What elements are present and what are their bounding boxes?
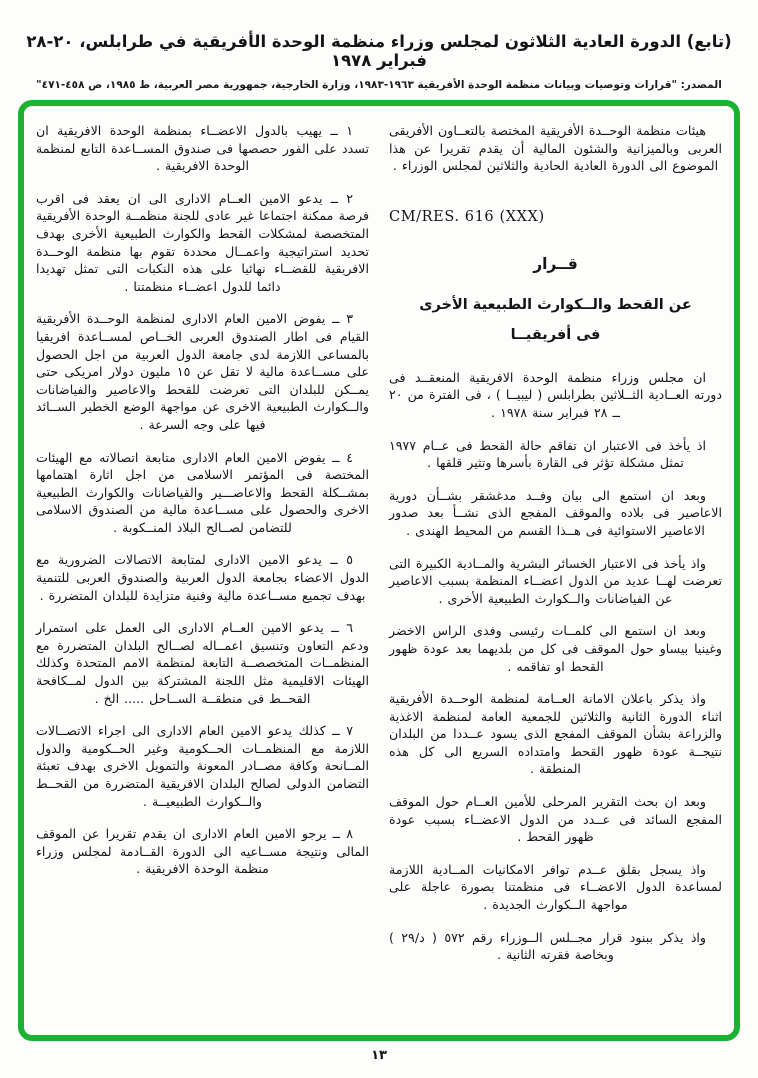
two-column-layout: [36, 122, 722, 1025]
preamble-paragraph: ان مجلس وزراء منظمة الوحدة الافريقية المنعقــد فى دورته العــادية الثــلاثين بطرابلس ( ليبيــا ) ، فى الفترة من ٢٠ ــ ٢٨ فبراير سنة ١٩٧٨ .: [389, 369, 722, 420]
resolution-green-box: [18, 100, 740, 1041]
preamble-paragraph: اذ يأخذ فى الاعتبار ان تفاقم حالة القحط فى عــام ١٩٧٧ تمثل مشكلة تؤثر فى القارة بأسرها وتثير قلقها .: [389, 437, 706, 471]
preamble-paragraph: واذ يذكر باعلان الامانة العــامة لمنظمة الوحــدة الأفريقية اثناء الدورة الثانية والثلاثين للجمعية العامة لمنظمة الاغذية والزراعة بشأن الموقف المفجع الذى يسود عــددا من البلدان نتيجــة عودة ظهور القحط وامتداده السريع الى كل هذه المنطقة .: [389, 691, 722, 777]
preamble-paragraph: واذ يأخذ فى الاعتبار الخسائر البشرية والمــادية الكبيرة التى تعرضت لهــا عديد من الدول اعضــاء المنظمة بسبب الاعاصير عن الفياضانات والــكوارث الطبيعية الأخرى .: [389, 555, 722, 606]
resolution-subtitle-region: فى أفريقيــا: [510, 326, 601, 343]
operative-item: ٥ ــ يدعو الامين الادارى لمتابعة الاتصالات الضرورية مع الدول الاعضاء بجامعة الدول العربية والصندوق العربى للتنمية بهدف تجميع مســاعدة مالية وفنية متزايدة للبلدان المتضررة .: [36, 552, 369, 603]
preamble-paragraph: واذ يسجل بقلق عــدم توافر الامكانيات المــادية اللازمة لمساعدة الدول الاعضــاء فى منظمتنا بصورة عاجلة على مواجهة الــكوارث الجديدة .: [389, 861, 722, 913]
page-number: ١٣: [371, 1048, 387, 1063]
operative-item: ٦ ــ يدعو الامين العــام الادارى الى العمل على استمرار ودعم التعاون وتنسيق اعمــاله لصــالح البلدان المتضررة مع المنظمــات المتخصصــة التابعة لمنظمة الامم المتحدة وكذلك الهيئات الاقليمية مثل اللجنة المشتركة بين الدول لمــكافحة القحــط فى منطقــة الســاحل ..... الخ .: [36, 620, 369, 706]
operative-item: ٧ ــ كذلك يدعو الامين العام الادارى الى اجراء الاتصــالات اللازمة مع المنظمــات الحــكومية وغير الحــكومية والدول المــانحة وكافة مصــادر المعونة والتمويل الاخرى بهدف تعبئة التضامن الدولى لصالح البلدان الافريقية المتضررة من القحــط والــكوارث الطبيعيــة .: [36, 723, 369, 809]
preamble-paragraph: وبعد ان استمع الى بيان وفــد مدغشقر بشــأن دورية الاعاصير فى بلاده والموقف المفجع الذى نشــأ بعد صدور الاعاصير الاستوائية فى هــذا القسم من المحيط الهندى .: [389, 487, 722, 538]
session-title: (تابع) الدورة العادية الثلاثون لمجلس وزراء منظمة الوحدة الأفريقية في طرابلس، ٢٠-٢٨ فبراير ١٩٧٨: [26, 32, 732, 70]
operative-item: ٨ ــ يرجو الامين العام الادارى ان يقدم تقريرا عن الموقف المالى ونتيجة مســاعيه الى الدورة القــادمة لمجلس وزراء منظمة الوحدة الافريقية .: [36, 826, 369, 877]
document-header: [0, 0, 758, 91]
preamble-paragraph: وبعد ان بحث التقرير المرحلى للأمين العــام حول الموقف المفجع السائد فى عــدد من الدول الاعضــاء بسبب عودة ظهور القحط .: [389, 794, 722, 845]
source-citation: المصدر: "قرارات وتوصيات وبيانات منظمة الوحدة الأفريقية ١٩٦٣-١٩٨٣، وزارة الخارجية، جمهورية مصر العربية، ط ١٩٨٥، ص ٤٥٨-٤٧١": [36, 79, 722, 91]
preamble-paragraph: واذ يذكر ببنود قرار مجــلس الــوزراء رقم ٥٧٢ ( د/٢٩ ) وبخاصة فقرته الثانية .: [389, 929, 707, 963]
column-right: [389, 122, 722, 1025]
resolution-subtitle: عن القحط والــكوارث الطبيعية الأخرى: [419, 296, 692, 313]
resolution-title: قــرار: [533, 254, 578, 273]
operative-item: ١ ــ يهيب بالدول الاعضــاء بمنظمة الوحدة الافريقية ان تسدد على الفور حصصها فى صندوق المســاعدة التابع لمنظمة الوحدة الافريقية .: [36, 123, 369, 174]
resolution-reference: CM/RES. 616 (XXX): [389, 208, 545, 225]
continuation-paragraph: هيئات منظمة الوحــدة الأفريقية المختصة بالتعــاون الأفريقى العربى وبالميزانية والشئون المالية أن يقدم تقريرا عن هذا الموضوع الى الدورة العادية الحادية والثلاثين لمجلس الوزراء .: [388, 123, 722, 174]
operative-item: ٣ ــ يفوض الامين العام الادارى لمنظمة الوحــدة الأفريقية القيام فى اطار الصندوق العربى الخــاص لمســاعدة افريقيا بالمساعى اللازمة لدى جامعة الدول العربية من اجل الحصول على مســاعدة مالية لا تقل عن ١٥ مليون دولار امريكى حتى يمــكن للبلدان التى تعرضت للقحط والاعاصير والفياضانات والــكوارث الطبيعية الاخرى عن مواجهة الوضع الخطير الســائد فيها على وجه السرعة .: [36, 311, 369, 432]
preamble-paragraph: وبعد ان استمع الى كلمــات رئيسى وفدى الراس الاخضر وغينيا بيساو حول الموقف فى كل من بلديهما بعد عودة ظهور القحط او تفاقمه .: [389, 623, 722, 674]
column-left: [36, 122, 369, 1025]
operative-item: ٤ ــ يفوض الامين العام الادارى متابعة اتصالاته مع الهيئات المختصة فى المؤتمر الاسلامى من اجل اثارة اهتمامها بمشــكلة القحط والاعاصـــير والفياضانات والكوارث الطبيعية الاخرى والحصول على مســاعدة مالية من الصندوق الاسلامى للتضامن لصــالح البلاد المنــكوبة .: [36, 449, 369, 535]
operative-item: ٢ ــ يدعو الامين العــام الادارى الى ان يعقد فى اقرب فرصة ممكنة اجتماعا غير عادى للجنة منظمــة الوحدة الأفريقية المتخصصة لمشكلات القحط والكوارث الطبيعية الأخرى بهدف تحديد استراتيجية واعمــال محددة تقوم بها منظمة الوحــدة الافريقية للقضــاء نهائيا على هذه النكبات التى تمثل تهديدا دائما للدول اعضــاء منظمتنا .: [36, 190, 369, 294]
